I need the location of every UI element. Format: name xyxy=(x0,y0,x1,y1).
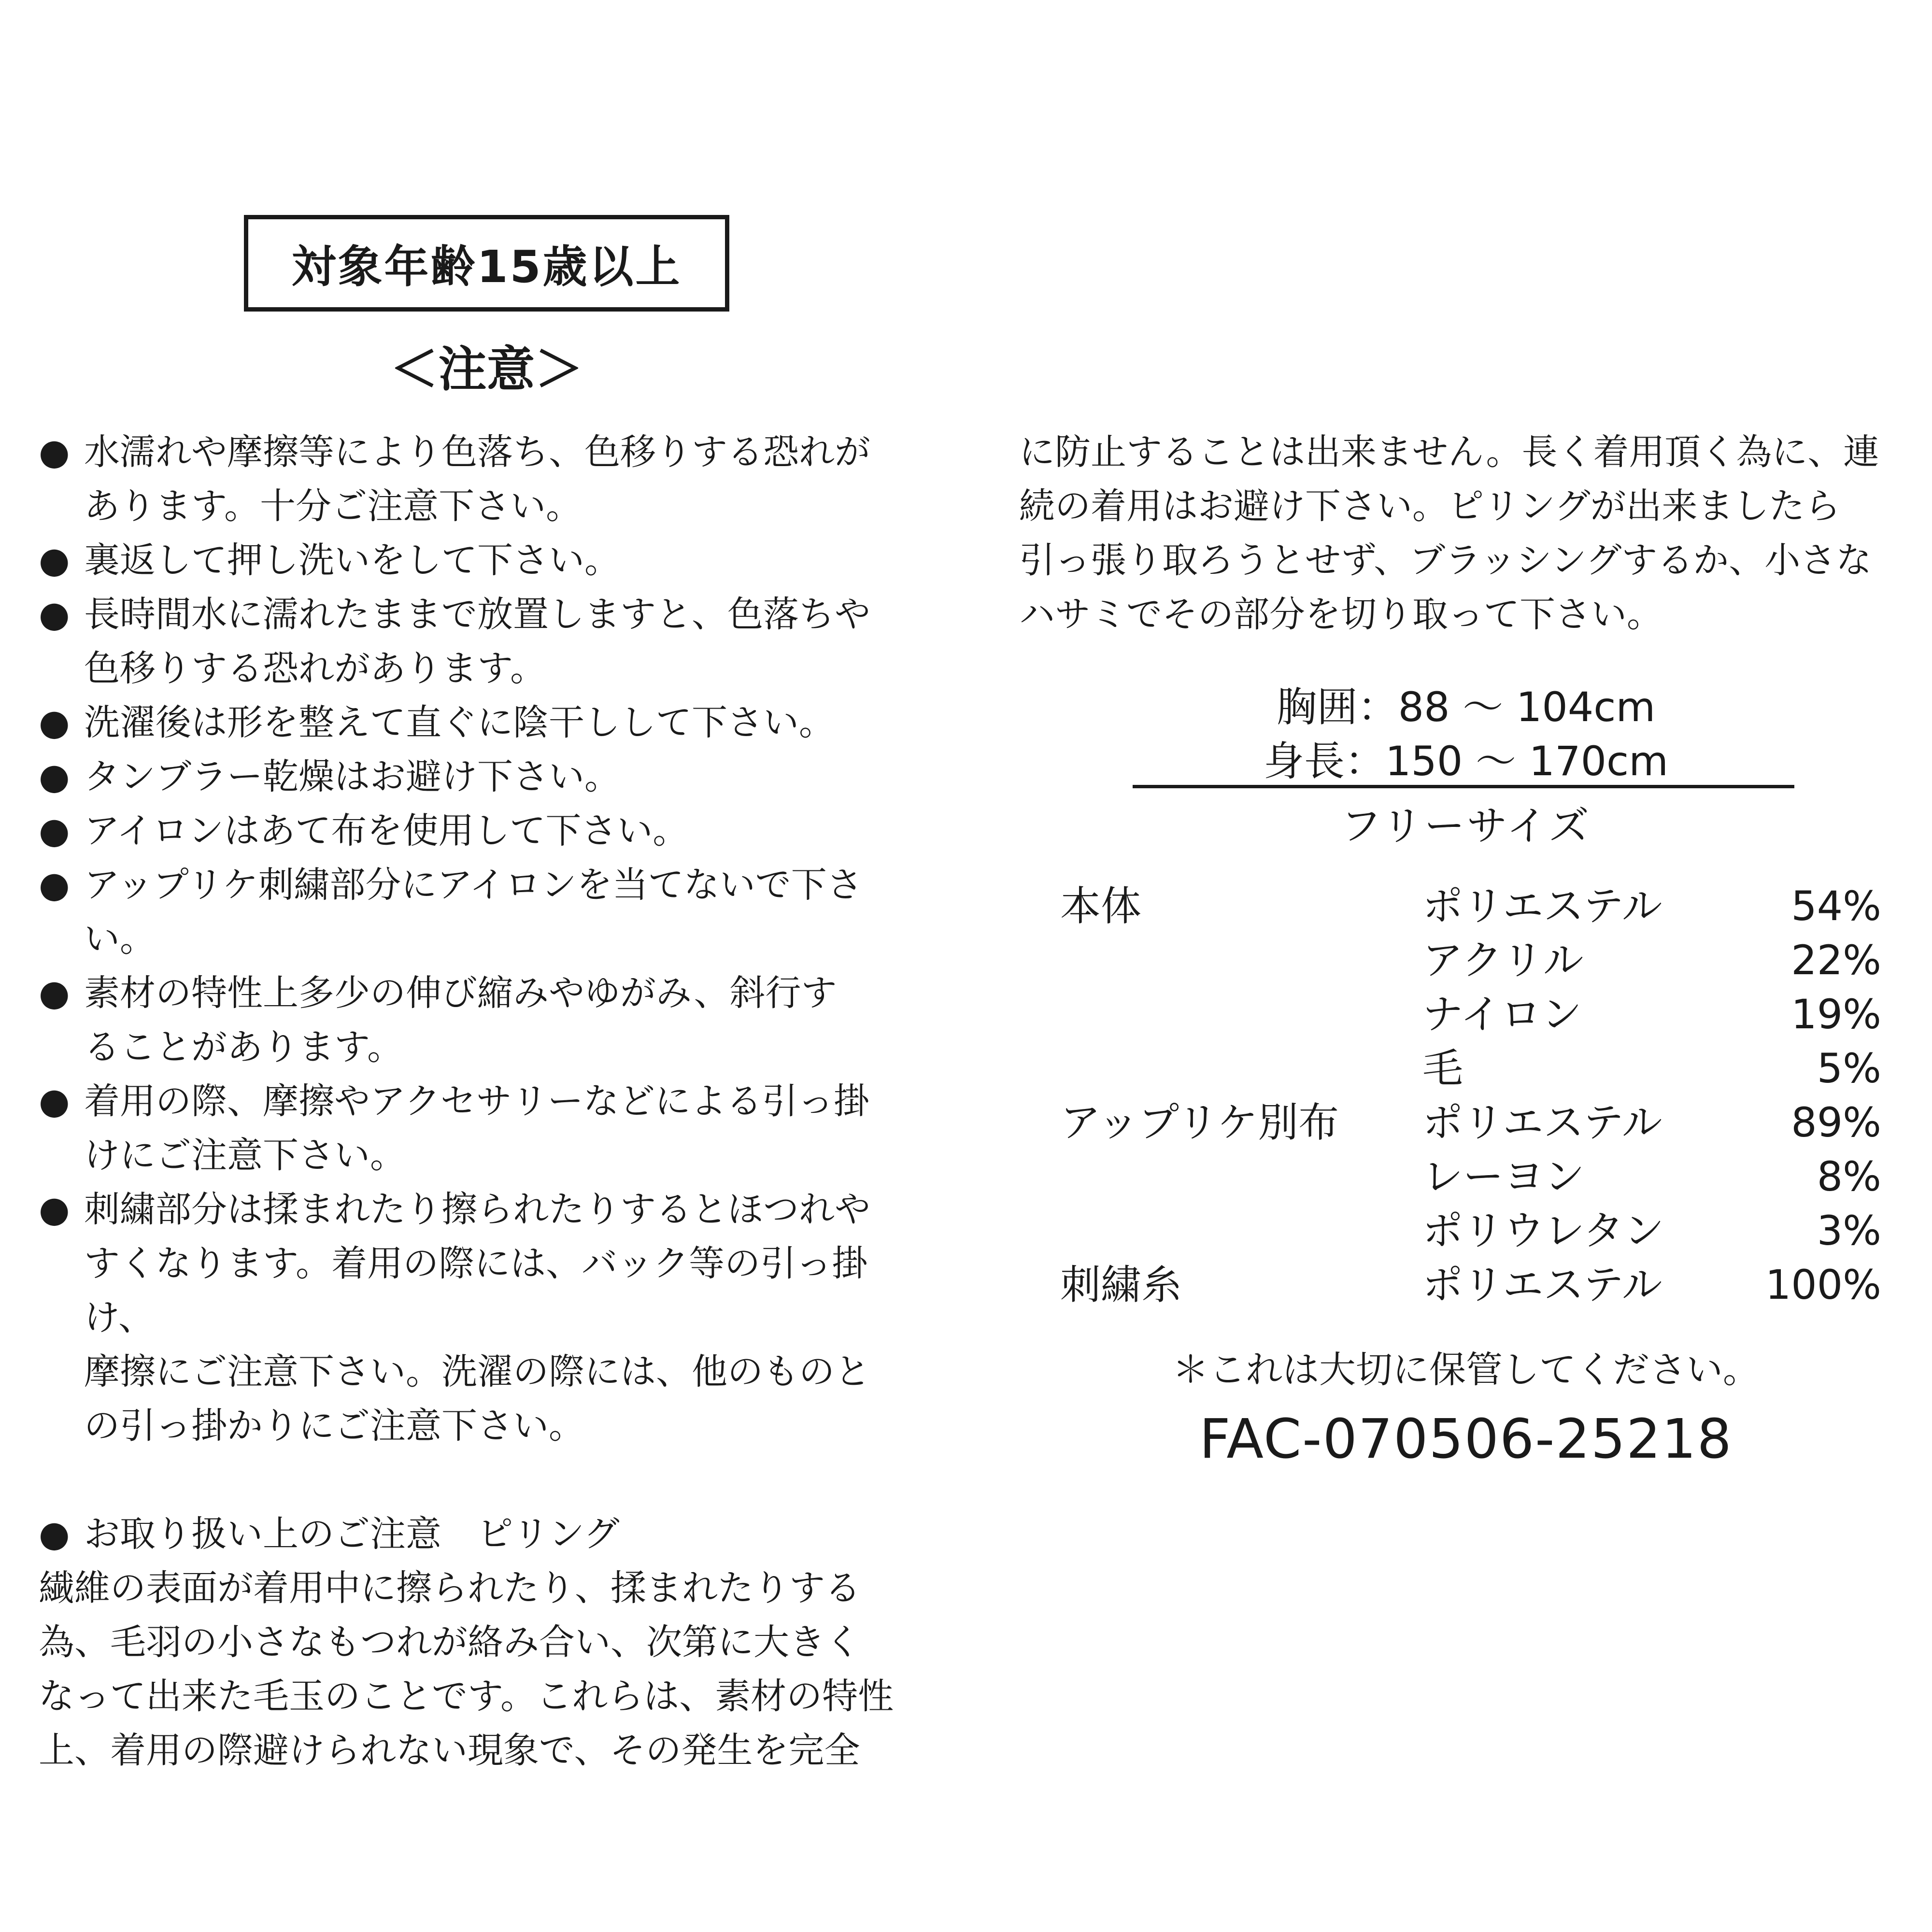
comp-percent: 3% xyxy=(1817,1207,1881,1254)
comp-part: アップリケ別布 xyxy=(1060,1099,1339,1146)
pilling-heading xyxy=(39,1507,937,1561)
pilling-continued: に防止することは出来ません。長く着用頂く為に、連 続の着用はお避け下さい。ピリングが出来ましたら 引っ張り取ろうとせず、ブラッシングするか、小さな ハサミでその部分を切り取って下さい。 xyxy=(1019,431,1879,635)
comp-percent: 19% xyxy=(1791,991,1881,1038)
caution-item xyxy=(39,750,937,804)
composition-table xyxy=(1060,879,1881,1312)
bullet-icon: ● xyxy=(39,594,70,635)
caution-text: アイロンはあて布を使用して下さい。 xyxy=(84,810,689,852)
product-code: FAC-070506-25218 xyxy=(1199,1408,1733,1471)
pilling-body: 繊維の表面が着用中に擦られたり、揉まれたりする 為、毛羽の小さなもつれが絡み合い、次第に大きく なって出来た毛玉のことです。これらは、素材の特性 上、着用の際避けられない現象で、その発生を完全 xyxy=(39,1567,894,1771)
caution-item xyxy=(39,425,937,533)
bullet-icon: ● xyxy=(39,540,70,581)
bullet-icon: ● xyxy=(39,972,70,1014)
comp-material: ポリエステル xyxy=(1422,1099,1662,1146)
bullet-icon: ● xyxy=(39,1189,70,1230)
caution-text: 刺繍部分は揉まれたり擦られたりするとほつれや すくなります。着用の際には、バック等の引っ掛け、 摩擦にご注意下さい。洗濯の際には、他のものと の引っ掛かりにご注意下さい。 xyxy=(84,1189,870,1447)
caution-item xyxy=(39,804,937,858)
comp-material: ポリウレタン xyxy=(1422,1207,1664,1254)
caution-item xyxy=(39,1074,937,1182)
caution-item xyxy=(39,858,937,966)
comp-material: ナイロン xyxy=(1422,991,1582,1038)
caution-heading: ＜注意＞ xyxy=(390,341,583,398)
comp-material: ポリエステル xyxy=(1422,1261,1662,1308)
composition-row xyxy=(1060,1041,1881,1095)
composition-row xyxy=(1060,987,1881,1041)
comp-material: レーヨン xyxy=(1422,1153,1585,1200)
right-column xyxy=(1019,425,1913,1471)
caution-item xyxy=(39,966,937,1074)
size-block xyxy=(1019,680,1913,788)
comp-percent: 89% xyxy=(1791,1099,1881,1146)
caution-item xyxy=(39,1182,937,1453)
caution-text: 素材の特性上多少の伸び縮みやゆがみ、斜行す ることがあります。 xyxy=(84,972,837,1068)
caution-text: 水濡れや摩擦等により色落ち、色移りする恐れが あります。十分ご注意下さい。 xyxy=(84,431,870,527)
comp-percent: 5% xyxy=(1817,1045,1881,1092)
composition-row xyxy=(1060,933,1881,987)
comp-part: 本体 xyxy=(1060,882,1142,930)
comp-percent: 22% xyxy=(1791,937,1881,984)
free-size-label: フリーサイズ xyxy=(1341,802,1591,850)
caution-text: アップリケ刺繍部分にアイロンを当てないで下さ い。 xyxy=(84,864,863,960)
comp-percent: 54% xyxy=(1791,882,1881,930)
bullet-icon: ● xyxy=(39,756,70,797)
caution-text: 裏返して押し洗いをして下さい。 xyxy=(84,540,620,581)
caution-item xyxy=(39,587,937,696)
age-label-text: 対象年齢15歳以上 xyxy=(291,241,682,293)
composition-row xyxy=(1060,1258,1881,1312)
bullet-icon: ● xyxy=(39,1513,70,1555)
bullet-icon: ● xyxy=(39,864,70,906)
pilling-heading-text: お取り扱い上のご注意 ピリング xyxy=(84,1513,620,1555)
height-size: 身長：150 ～ 170cm xyxy=(1263,738,1669,785)
caution-item xyxy=(39,696,937,750)
caution-text: タンブラー乾燥はお避け下さい。 xyxy=(84,756,620,797)
bullet-icon: ● xyxy=(39,702,70,743)
size-divider xyxy=(1133,785,1794,788)
age-label-box xyxy=(244,215,729,312)
comp-percent: 100% xyxy=(1765,1261,1881,1308)
comp-material: 毛 xyxy=(1422,1045,1463,1092)
bullet-icon: ● xyxy=(39,810,70,852)
chest-size: 胸囲：88 ～ 104cm xyxy=(1276,683,1656,731)
comp-part: 刺繍糸 xyxy=(1060,1261,1182,1308)
bullet-icon: ● xyxy=(39,431,70,473)
comp-percent: 8% xyxy=(1817,1153,1881,1200)
composition-row xyxy=(1060,1095,1881,1150)
caution-item xyxy=(39,533,937,587)
caution-text: 着用の際、摩擦やアクセサリーなどによる引っ掛 けにご注意下さい。 xyxy=(84,1080,869,1176)
composition-row xyxy=(1060,1204,1881,1258)
composition-row xyxy=(1060,879,1881,933)
caution-list xyxy=(39,425,937,1453)
caution-text: 洗濯後は形を整えて直ぐに陰干しして下さい。 xyxy=(84,702,835,743)
bullet-icon: ● xyxy=(39,1080,70,1122)
care-note: ＊これは大切に保管してください。 xyxy=(1172,1348,1760,1391)
caution-text: 長時間水に濡れたままで放置しますと、色落ちや 色移りする恐れがあります。 xyxy=(84,594,870,689)
left-column xyxy=(39,425,937,1777)
comp-material: アクリル xyxy=(1422,937,1584,984)
comp-material: ポリエステル xyxy=(1422,882,1662,930)
composition-row xyxy=(1060,1150,1881,1204)
